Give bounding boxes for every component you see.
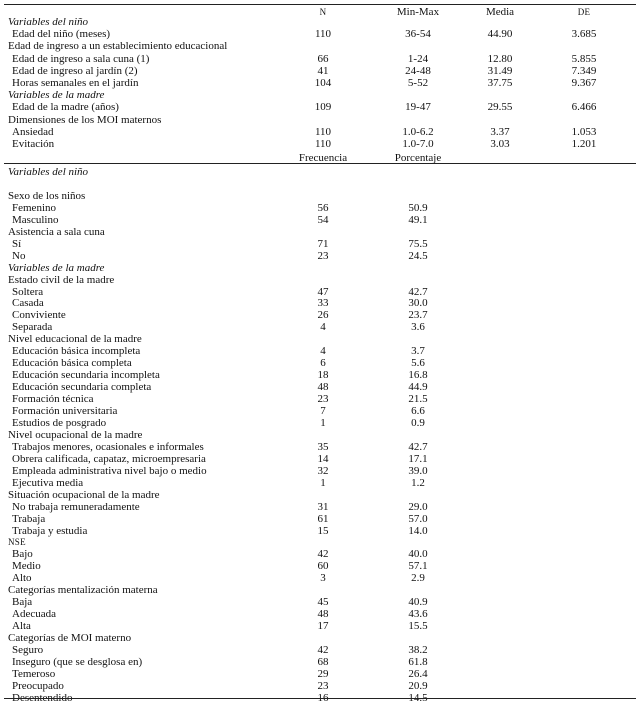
row-label: Soltera bbox=[12, 285, 44, 298]
cell-porcentaje: 43.6 bbox=[408, 608, 428, 621]
cell-frecuencia: 54 bbox=[317, 213, 329, 226]
cell-n: 109 bbox=[314, 101, 332, 114]
row-label: Situación ocupacional de la madre bbox=[8, 488, 160, 501]
cell-frecuencia: 1 bbox=[320, 476, 326, 489]
row-label: Trabajos menores, ocasionales e informales bbox=[12, 440, 204, 453]
row-label: Edad de ingreso a sala cuna (1) bbox=[12, 52, 150, 65]
row-label: Edad del niño (meses) bbox=[12, 28, 111, 41]
cell-frecuencia: 33 bbox=[317, 297, 329, 310]
cell-frecuencia: 71 bbox=[317, 237, 329, 250]
cell-porcentaje: 44.9 bbox=[408, 381, 428, 394]
cell-porcentaje: 6.6 bbox=[411, 405, 425, 417]
row-label: Alta bbox=[12, 620, 31, 633]
row-label: Preocupado bbox=[12, 679, 64, 692]
table-row bbox=[0, 513, 640, 525]
row-label: Edad de ingreso a un establecimiento educacional bbox=[8, 40, 228, 53]
row-label: Educación básica incompleta bbox=[12, 345, 141, 358]
row-label: Masculino bbox=[12, 213, 59, 226]
row-label: Dimensiones de los MOI maternos bbox=[8, 113, 162, 126]
row-label: Sexo de los niños bbox=[8, 189, 86, 202]
table-row bbox=[0, 656, 640, 668]
cell-frecuencia: 4 bbox=[320, 321, 326, 334]
table-row bbox=[0, 668, 640, 680]
row-label: Sí bbox=[12, 237, 22, 250]
cell-porcentaje: 3.6 bbox=[411, 321, 425, 334]
cell-frecuencia: 31 bbox=[317, 500, 329, 513]
cell-porcentaje: 40.9 bbox=[408, 596, 428, 609]
cell-porcentaje: 39.0 bbox=[408, 464, 428, 477]
cell-n: 110 bbox=[314, 28, 332, 41]
section-row bbox=[0, 89, 640, 101]
cell-porcentaje: 14.0 bbox=[408, 524, 428, 537]
row-label: Nivel ocupacional de la madre bbox=[8, 428, 143, 441]
table-row bbox=[0, 584, 640, 596]
cell-porcentaje: 42.7 bbox=[408, 440, 428, 453]
table-row bbox=[0, 608, 640, 620]
header-minmax: Min-Max bbox=[396, 6, 440, 18]
cell-porcentaje: 15.5 bbox=[408, 620, 428, 633]
table-row bbox=[0, 114, 640, 126]
cell-frecuencia: 23 bbox=[317, 679, 329, 692]
cell-frecuencia: 4 bbox=[320, 345, 326, 358]
row-label: Asistencia a sala cuna bbox=[8, 225, 105, 238]
cell-frecuencia: 15 bbox=[317, 524, 329, 537]
cell-frecuencia: 1 bbox=[320, 416, 326, 429]
row-label: No trabaja remuneradamente bbox=[12, 500, 140, 513]
cell-porcentaje: 57.1 bbox=[408, 560, 428, 573]
cell-porcentaje: 57.0 bbox=[408, 512, 428, 525]
table-row bbox=[0, 226, 640, 238]
middle-rule bbox=[4, 163, 636, 164]
row-label: Educación básica completa bbox=[12, 357, 132, 370]
cell-frecuencia: 17 bbox=[317, 620, 329, 633]
row-label: Adecuada bbox=[12, 608, 56, 621]
row-label: Nivel educacional de la madre bbox=[8, 333, 142, 346]
cell-porcentaje: 0.9 bbox=[411, 416, 425, 429]
table-row bbox=[0, 453, 640, 465]
row-label: Variables del niño bbox=[8, 166, 89, 178]
row-label: Casada bbox=[12, 297, 44, 310]
cell-frecuencia: 48 bbox=[317, 381, 329, 394]
row-label: Evitación bbox=[12, 138, 55, 150]
cell-porcentaje: 38.2 bbox=[408, 644, 428, 656]
table-row bbox=[0, 620, 640, 632]
table-row bbox=[0, 190, 640, 202]
cell-frecuencia: 26 bbox=[317, 309, 329, 322]
cell-media: 12.80 bbox=[487, 52, 513, 65]
table-row bbox=[0, 357, 640, 369]
table-row bbox=[0, 53, 640, 65]
cell-minmax: 36-54 bbox=[405, 28, 431, 41]
table-row bbox=[0, 101, 640, 113]
cell-frecuencia: 29 bbox=[317, 667, 329, 680]
cell-frecuencia: 32 bbox=[317, 464, 329, 477]
header-de: DE bbox=[577, 7, 591, 17]
table-row bbox=[0, 465, 640, 477]
row-label: NSE bbox=[8, 537, 26, 548]
section-row bbox=[0, 166, 640, 178]
row-label: Variables del niño bbox=[8, 16, 89, 28]
cell-frecuencia: 56 bbox=[317, 201, 329, 214]
table-row bbox=[0, 429, 640, 441]
cell-de: 7.349 bbox=[571, 64, 597, 77]
cell-media: 3.37 bbox=[490, 125, 510, 138]
cell-de: 9.367 bbox=[571, 77, 597, 89]
row-label: Obrera calificada, capataz, microempresaria bbox=[12, 452, 206, 465]
table-row bbox=[0, 525, 640, 537]
table-row bbox=[0, 369, 640, 381]
cell-frecuencia: 42 bbox=[317, 644, 329, 656]
row-label: Educación secundaria incompleta bbox=[12, 369, 160, 382]
row-label: Baja bbox=[12, 596, 33, 609]
header-frecuencia: Frecuencia bbox=[298, 152, 348, 164]
cell-minmax: 24-48 bbox=[405, 64, 431, 77]
table-row bbox=[0, 333, 640, 345]
table-row bbox=[0, 441, 640, 453]
cell-porcentaje: 14.5 bbox=[408, 691, 428, 704]
cell-frecuencia: 47 bbox=[317, 285, 329, 298]
cell-minmax: 1-24 bbox=[407, 52, 429, 65]
row-label: Categorías mentalización materna bbox=[8, 584, 158, 597]
row-label: Bajo bbox=[12, 548, 33, 561]
table-row bbox=[0, 477, 640, 489]
row-label: Separada bbox=[12, 321, 53, 334]
cell-de: 6.466 bbox=[571, 101, 597, 114]
row-label: Inseguro (que se desglosa en) bbox=[12, 655, 143, 668]
table-row bbox=[0, 238, 640, 250]
cell-porcentaje: 40.0 bbox=[408, 548, 428, 561]
table-row bbox=[0, 77, 640, 89]
cell-frecuencia: 14 bbox=[317, 452, 329, 465]
cell-frecuencia: 42 bbox=[317, 548, 329, 561]
cell-porcentaje: 30.0 bbox=[408, 297, 428, 310]
cell-n: 110 bbox=[314, 138, 332, 150]
table-row bbox=[0, 321, 640, 333]
cell-n: 110 bbox=[314, 125, 332, 138]
cell-minmax: 1.0-6.2 bbox=[402, 125, 434, 138]
header-n: N bbox=[319, 7, 327, 17]
row-label: Edad de ingreso al jardín (2) bbox=[12, 64, 138, 77]
cell-frecuencia: 23 bbox=[317, 393, 329, 406]
row-label: Horas semanales en el jardín bbox=[12, 77, 139, 89]
cell-porcentaje: 1.2 bbox=[411, 476, 425, 489]
row-label: Estudios de posgrado bbox=[12, 416, 107, 429]
cell-frecuencia: 23 bbox=[317, 249, 329, 262]
cell-frecuencia: 3 bbox=[320, 572, 326, 585]
cell-porcentaje: 26.4 bbox=[408, 667, 428, 680]
cell-porcentaje: 24.5 bbox=[408, 249, 428, 262]
cell-porcentaje: 61.8 bbox=[408, 655, 428, 668]
row-label: Variables de la madre bbox=[8, 89, 105, 102]
cell-frecuencia: 68 bbox=[317, 655, 329, 668]
cell-media: 29.55 bbox=[487, 101, 513, 114]
table-row bbox=[0, 417, 640, 429]
cell-porcentaje: 49.1 bbox=[408, 213, 428, 226]
row-label: No bbox=[12, 249, 26, 262]
table-row bbox=[0, 548, 640, 560]
table-row bbox=[0, 405, 640, 417]
section-row bbox=[0, 16, 640, 28]
row-label: Medio bbox=[12, 560, 41, 573]
row-label: Empleada administrativa nivel bajo o medio bbox=[12, 464, 207, 477]
table-row bbox=[0, 501, 640, 513]
cell-n: 41 bbox=[317, 64, 329, 77]
table-row bbox=[0, 65, 640, 77]
header-porcentaje: Porcentaje bbox=[394, 152, 442, 164]
cell-de: 1.201 bbox=[571, 138, 597, 150]
row-label: Educación secundaria completa bbox=[12, 381, 152, 394]
row-label: Edad de la madre (años) bbox=[12, 101, 119, 114]
cell-de: 1.053 bbox=[571, 125, 597, 138]
cell-minmax: 19-47 bbox=[405, 101, 431, 114]
cell-porcentaje: 50.9 bbox=[408, 201, 428, 214]
cell-frecuencia: 7 bbox=[320, 405, 326, 417]
table-row bbox=[0, 572, 640, 584]
table-row bbox=[0, 680, 640, 692]
row-label: Trabaja y estudia bbox=[12, 524, 88, 537]
row-label: Trabaja bbox=[12, 512, 46, 525]
row-label: Variables de la madre bbox=[8, 261, 105, 274]
row-label: Desentendido bbox=[12, 691, 73, 704]
cell-porcentaje: 75.5 bbox=[408, 237, 428, 250]
row-label: Formación técnica bbox=[12, 393, 94, 406]
bottom-rule bbox=[4, 698, 636, 699]
table-row bbox=[0, 138, 640, 150]
cell-frecuencia: 16 bbox=[317, 691, 329, 704]
cell-media: 44.90 bbox=[487, 28, 513, 41]
table-row bbox=[0, 214, 640, 226]
row-label: Conviviente bbox=[12, 309, 66, 322]
table-row bbox=[0, 126, 640, 138]
cell-porcentaje: 42.7 bbox=[408, 285, 428, 298]
table-row bbox=[0, 28, 640, 40]
row-label: Categorías de MOI materno bbox=[8, 632, 132, 645]
cell-de: 5.855 bbox=[571, 52, 597, 65]
cell-minmax: 1.0-7.0 bbox=[402, 138, 434, 150]
cell-frecuencia: 18 bbox=[317, 369, 329, 382]
cell-media: 31.49 bbox=[487, 64, 513, 77]
top-rule bbox=[4, 4, 636, 5]
cell-porcentaje: 23.7 bbox=[408, 309, 428, 322]
row-label: Seguro bbox=[12, 644, 44, 656]
row-label: Ejecutiva media bbox=[12, 476, 84, 489]
table-row bbox=[0, 345, 640, 357]
table-row bbox=[0, 596, 640, 608]
table-row bbox=[0, 309, 640, 321]
section-row bbox=[0, 262, 640, 274]
cell-n: 66 bbox=[317, 52, 329, 65]
cell-n: 104 bbox=[314, 77, 332, 89]
row-label: Femenino bbox=[12, 201, 56, 214]
row-label: Formación universitaria bbox=[12, 405, 118, 417]
table-row bbox=[0, 250, 640, 262]
cell-porcentaje: 20.9 bbox=[408, 679, 428, 692]
cell-media: 37.75 bbox=[487, 77, 513, 89]
cell-porcentaje: 21.5 bbox=[408, 393, 428, 406]
row-label: Ansiedad bbox=[12, 125, 54, 138]
table-row bbox=[0, 560, 640, 572]
row-label: Alto bbox=[12, 572, 32, 585]
cell-porcentaje: 29.0 bbox=[408, 500, 428, 513]
table-row bbox=[0, 393, 640, 405]
cell-porcentaje: 5.6 bbox=[411, 357, 425, 370]
cell-frecuencia: 45 bbox=[317, 596, 329, 609]
table-row bbox=[0, 632, 640, 644]
table-row bbox=[0, 489, 640, 501]
table-row bbox=[0, 381, 640, 393]
cell-media: 3.03 bbox=[490, 138, 510, 150]
cell-frecuencia: 61 bbox=[317, 512, 329, 525]
table-row bbox=[0, 536, 640, 548]
header-media: Media bbox=[485, 6, 515, 18]
row-label: Estado civil de la madre bbox=[8, 273, 115, 286]
cell-frecuencia: 6 bbox=[320, 357, 326, 370]
table-row bbox=[0, 274, 640, 286]
cell-frecuencia: 60 bbox=[317, 560, 329, 573]
cell-minmax: 5-52 bbox=[407, 77, 429, 89]
table-row bbox=[0, 286, 640, 298]
cell-porcentaje: 16.8 bbox=[408, 369, 428, 382]
cell-de: 3.685 bbox=[571, 28, 597, 41]
table-row bbox=[0, 644, 640, 656]
cell-porcentaje: 17.1 bbox=[408, 452, 428, 465]
table-row bbox=[0, 178, 640, 190]
table-row bbox=[0, 202, 640, 214]
cell-porcentaje: 3.7 bbox=[411, 345, 425, 358]
cell-frecuencia: 35 bbox=[317, 440, 329, 453]
cell-porcentaje: 2.9 bbox=[411, 572, 425, 585]
table-row bbox=[0, 40, 640, 52]
table-row bbox=[0, 297, 640, 309]
cell-frecuencia: 48 bbox=[317, 608, 329, 621]
row-label: Temeroso bbox=[12, 667, 56, 680]
